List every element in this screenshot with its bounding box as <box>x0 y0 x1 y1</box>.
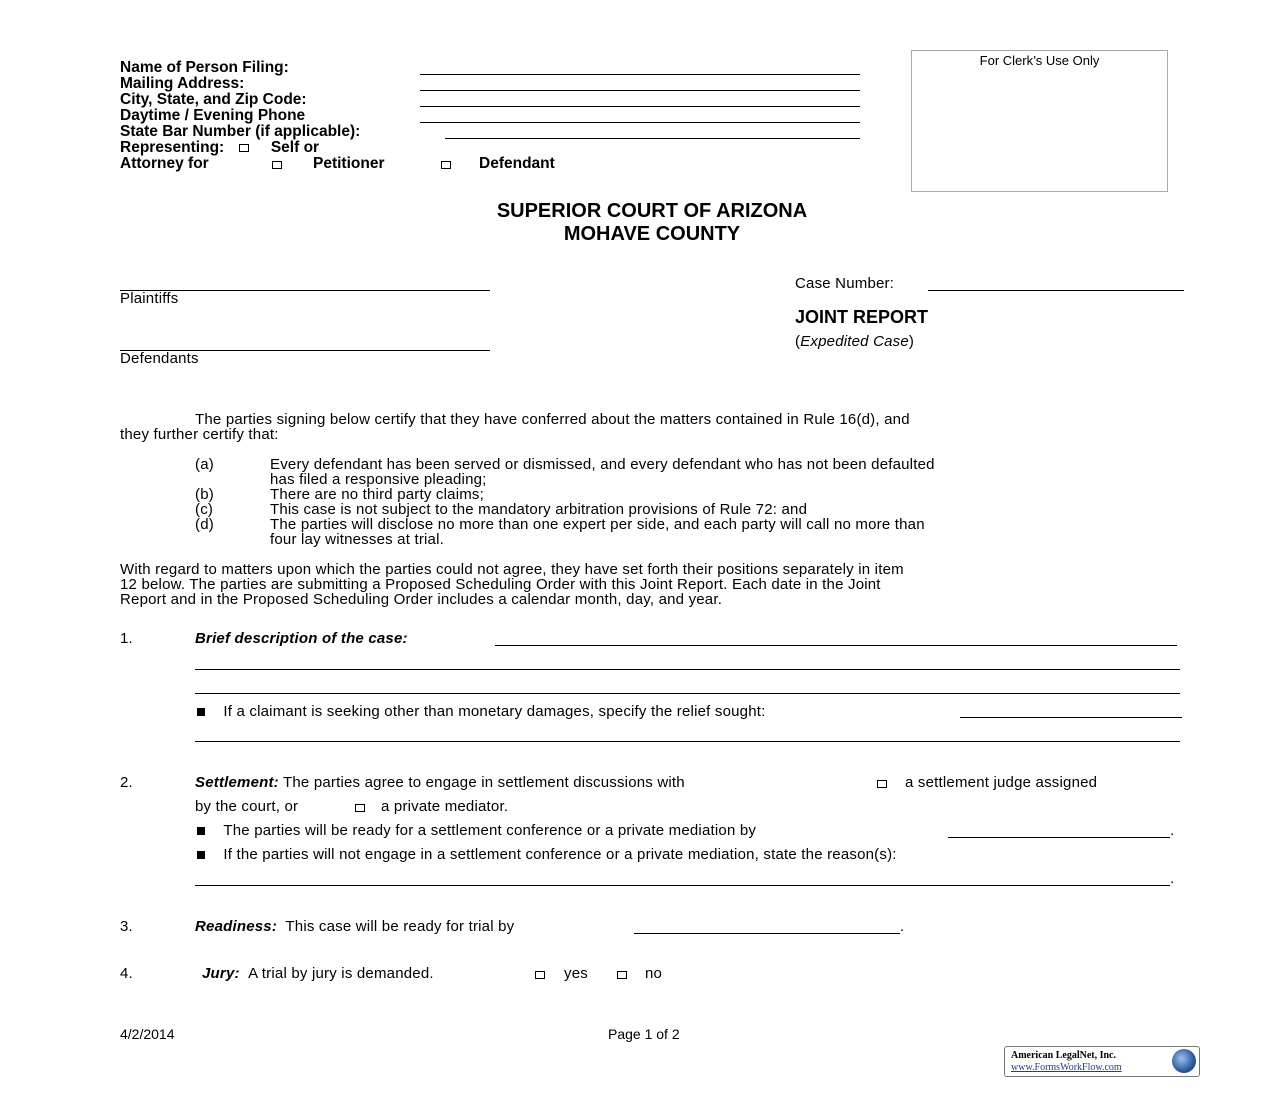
item-d-line-2: four lay witnesses at trial. <box>270 531 444 548</box>
court-title: SUPERIOR COURT OF ARIZONA <box>496 200 808 222</box>
section-1-title: Brief description of the case: <box>195 630 408 647</box>
private-mediator-label: a private mediator. <box>381 798 509 815</box>
private-mediator-checkbox[interactable] <box>355 804 365 812</box>
reason-field[interactable] <box>195 885 1170 886</box>
defendant-checkbox[interactable] <box>441 161 451 169</box>
self-checkbox[interactable] <box>239 144 249 152</box>
ready-period: . <box>1170 822 1175 839</box>
item-c-label: (c) <box>195 501 214 518</box>
bullet-icon <box>197 708 205 716</box>
report-subtitle-text: Expedited Case <box>800 333 909 350</box>
clerk-use-box <box>911 50 1168 192</box>
case-number-label: Case Number: <box>795 275 895 292</box>
jury-no-checkbox[interactable] <box>617 971 627 979</box>
settlement-line-1 <box>195 775 685 790</box>
description-field-2[interactable] <box>195 669 1180 670</box>
representing-label: Representing: <box>120 139 225 156</box>
bullet-icon <box>197 827 205 835</box>
regard-line-2: 12 below. The parties are submitting a Proposed Scheduling Order with this Joint Report. Each date in the Joint <box>120 576 881 593</box>
item-a-label: (a) <box>195 456 214 473</box>
logo-company: American LegalNet, Inc. <box>1011 1050 1116 1061</box>
bar-label: State Bar Number (if applicable): <box>120 123 361 140</box>
description-field-3[interactable] <box>195 693 1180 694</box>
item-a-line-1: Every defendant has been served or dismissed, and every defendant who has not been defaulted <box>270 456 935 473</box>
regard-line-3: Report and in the Proposed Scheduling Order includes a calendar month, day, and year. <box>120 591 723 608</box>
reason-bullet <box>197 847 897 862</box>
bullet-icon <box>197 851 205 859</box>
attorney-row <box>120 156 209 172</box>
section-4-title: Jury: <box>202 965 240 982</box>
logo-url[interactable]: www.FormsWorkFlow.com <box>1011 1062 1122 1073</box>
forms-workflow-logo[interactable] <box>1004 1046 1200 1077</box>
reason-text: If the parties will not engage in a settlement conference or a private mediation, state the reason(s): <box>223 846 897 863</box>
section-3-number: 3. <box>120 918 133 935</box>
defendants-label: Defendants <box>120 350 199 367</box>
jury-text: A trial by jury is demanded. <box>248 965 434 982</box>
representing-row <box>120 140 319 156</box>
readiness-line <box>195 919 514 934</box>
relief-field-1[interactable] <box>960 717 1182 718</box>
section-4-number: 4. <box>120 965 133 982</box>
relief-text: If a claimant is seeking other than monetary damages, specify the relief sought: <box>223 703 766 720</box>
description-field-1[interactable] <box>495 645 1177 646</box>
name-field[interactable] <box>420 74 860 75</box>
case-number-field[interactable] <box>928 290 1184 291</box>
intro-line-2: they further certify that: <box>120 426 279 443</box>
section-2-number: 2. <box>120 774 133 791</box>
section-1-number: 1. <box>120 630 133 647</box>
phone-label: Daytime / Evening Phone <box>120 107 306 124</box>
mailing-field[interactable] <box>420 90 860 91</box>
ready-bullet <box>197 823 756 838</box>
item-d-line-1: The parties will disclose no more than one expert per side, and each party will call no more than <box>270 516 925 533</box>
settlement-line-2: by the court, or <box>195 798 299 815</box>
reason-period: . <box>1170 870 1175 887</box>
footer-date: 4/2/2014 <box>120 1026 175 1042</box>
jury-yes-label: yes <box>564 965 588 982</box>
settlement-judge-checkbox[interactable] <box>877 780 887 788</box>
jury-line <box>202 966 434 981</box>
relief-field-2[interactable] <box>195 741 1180 742</box>
report-title: JOINT REPORT <box>795 307 929 327</box>
phone-field[interactable] <box>420 122 860 123</box>
footer-page: Page 1 of 2 <box>608 1026 680 1042</box>
attorney-label: Attorney for <box>120 155 209 172</box>
city-label: City, State, and Zip Code: <box>120 91 307 108</box>
section-3-title: Readiness: <box>195 918 278 935</box>
readiness-period: . <box>900 918 905 935</box>
jury-no-label: no <box>645 965 663 982</box>
relief-bullet <box>197 704 766 719</box>
trial-date-field[interactable] <box>634 933 900 934</box>
item-b-line-1: There are no third party claims; <box>270 486 484 503</box>
readiness-text: This case will be ready for trial by <box>285 918 515 935</box>
item-d-label: (d) <box>195 516 214 533</box>
self-or-label: Self or <box>270 139 320 156</box>
ready-text: The parties will be ready for a settlement conference or a private mediation by <box>223 822 757 839</box>
intro-line-1: The parties signing below certify that they have conferred about the matters contained in Rule 16(d), and <box>195 411 910 428</box>
clerk-use-label: For Clerk’s Use Only <box>979 53 1100 68</box>
settlement-judge-label: a settlement judge assigned <box>905 774 1098 791</box>
section-2-title: Settlement: <box>195 774 279 791</box>
county-title: MOHAVE COUNTY <box>563 223 741 245</box>
city-field[interactable] <box>420 106 860 107</box>
globe-icon <box>1172 1049 1196 1073</box>
settlement-text-1: The parties agree to engage in settlement discussions with <box>283 774 685 791</box>
petitioner-label: Petitioner <box>313 155 385 172</box>
item-c-line-1: This case is not subject to the mandatory arbitration provisions of Rule 72: and <box>270 501 808 518</box>
item-b-label: (b) <box>195 486 214 503</box>
regard-line-1: With regard to matters upon which the parties could not agree, they have set forth their positions separately in item <box>120 561 904 578</box>
defendant-label: Defendant <box>479 155 555 172</box>
jury-yes-checkbox[interactable] <box>535 971 545 979</box>
item-a-line-2: has filed a responsive pleading; <box>270 471 487 488</box>
name-label: Name of Person Filing: <box>120 59 289 76</box>
report-subtitle: (Expedited Case) <box>795 333 915 350</box>
mailing-label: Mailing Address: <box>120 75 245 92</box>
plaintiffs-label: Plaintiffs <box>120 290 179 307</box>
attorney-checkbox[interactable] <box>272 161 282 169</box>
bar-field[interactable] <box>445 138 860 139</box>
ready-date-field[interactable] <box>948 837 1170 838</box>
